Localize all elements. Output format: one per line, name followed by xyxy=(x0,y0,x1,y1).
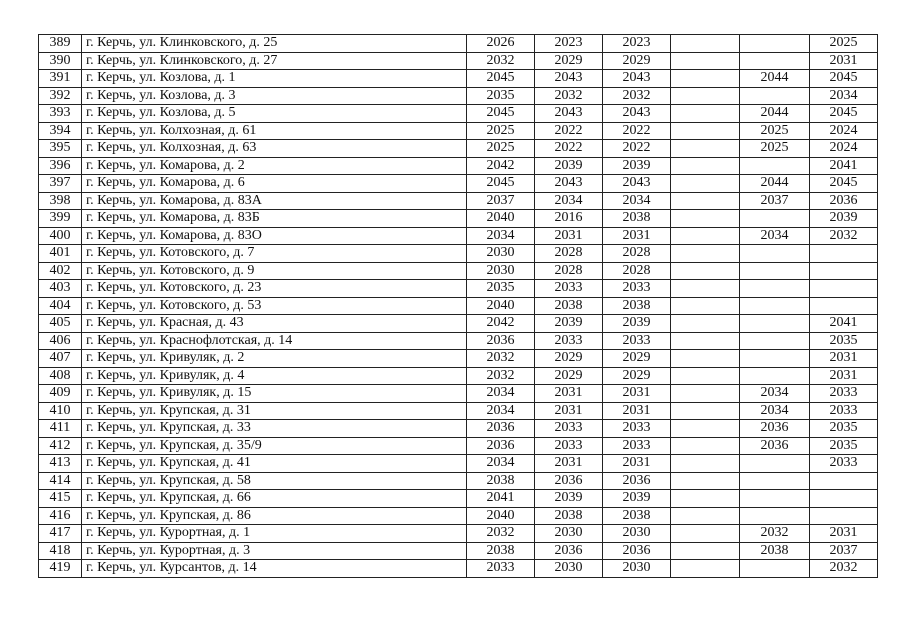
address-cell: г. Керчь, ул. Крупская, д. 41 xyxy=(82,455,467,473)
year-cell-6: 2031 xyxy=(810,52,878,70)
row-number-cell: 406 xyxy=(39,332,82,350)
table-row xyxy=(39,70,878,88)
table-row xyxy=(39,192,878,210)
year-cell-5: 2036 xyxy=(740,437,810,455)
row-number-cell: 393 xyxy=(39,105,82,123)
row-number-cell: 408 xyxy=(39,367,82,385)
year-cell-5: 2038 xyxy=(740,542,810,560)
table-row xyxy=(39,542,878,560)
year-cell-4 xyxy=(671,367,740,385)
year-cell-2: 2043 xyxy=(535,70,603,88)
address-cell: г. Керчь, ул. Комарова, д. 83А xyxy=(82,192,467,210)
year-cell-4 xyxy=(671,402,740,420)
year-cell-3: 2038 xyxy=(603,297,671,315)
year-cell-6 xyxy=(810,262,878,280)
row-number-cell: 391 xyxy=(39,70,82,88)
year-cell-3: 2043 xyxy=(603,70,671,88)
table-row xyxy=(39,122,878,140)
year-cell-6: 2033 xyxy=(810,402,878,420)
year-cell-4 xyxy=(671,420,740,438)
row-number-cell: 396 xyxy=(39,157,82,175)
address-cell: г. Керчь, ул. Кривуляк, д. 2 xyxy=(82,350,467,368)
year-cell-1: 2032 xyxy=(467,525,535,543)
year-cell-3: 2022 xyxy=(603,140,671,158)
table-row xyxy=(39,245,878,263)
table-row xyxy=(39,507,878,525)
year-cell-2: 2022 xyxy=(535,140,603,158)
year-cell-1: 2032 xyxy=(467,52,535,70)
year-cell-1: 2035 xyxy=(467,87,535,105)
year-cell-3: 2029 xyxy=(603,367,671,385)
row-number-cell: 389 xyxy=(39,35,82,53)
table-row xyxy=(39,560,878,578)
year-cell-3: 2031 xyxy=(603,455,671,473)
table-row xyxy=(39,105,878,123)
address-cell: г. Керчь, ул. Кривуляк, д. 15 xyxy=(82,385,467,403)
year-cell-1: 2034 xyxy=(467,385,535,403)
year-cell-5 xyxy=(740,560,810,578)
year-cell-5 xyxy=(740,35,810,53)
year-cell-4 xyxy=(671,87,740,105)
year-cell-3: 2029 xyxy=(603,52,671,70)
year-cell-2: 2030 xyxy=(535,560,603,578)
year-cell-5 xyxy=(740,157,810,175)
address-cell: г. Керчь, ул. Крупская, д. 35/9 xyxy=(82,437,467,455)
year-cell-2: 2031 xyxy=(535,402,603,420)
year-cell-6: 2035 xyxy=(810,332,878,350)
address-cell: г. Керчь, ул. Комарова, д. 83О xyxy=(82,227,467,245)
year-cell-6: 2032 xyxy=(810,560,878,578)
year-cell-2: 2033 xyxy=(535,437,603,455)
year-cell-3: 2030 xyxy=(603,525,671,543)
address-cell: г. Керчь, ул. Колхозная, д. 63 xyxy=(82,140,467,158)
year-cell-2: 2031 xyxy=(535,227,603,245)
year-cell-2: 2038 xyxy=(535,507,603,525)
year-cell-1: 2037 xyxy=(467,192,535,210)
row-number-cell: 394 xyxy=(39,122,82,140)
year-cell-4 xyxy=(671,455,740,473)
table-row xyxy=(39,402,878,420)
row-number-cell: 400 xyxy=(39,227,82,245)
address-cell: г. Керчь, ул. Комарова, д. 83Б xyxy=(82,210,467,228)
year-cell-5 xyxy=(740,52,810,70)
year-cell-2: 2043 xyxy=(535,105,603,123)
year-cell-5: 2032 xyxy=(740,525,810,543)
year-cell-3: 2023 xyxy=(603,35,671,53)
year-cell-5 xyxy=(740,472,810,490)
year-cell-4 xyxy=(671,385,740,403)
year-cell-5 xyxy=(740,245,810,263)
year-cell-6: 2045 xyxy=(810,105,878,123)
address-cell: г. Керчь, ул. Котовского, д. 7 xyxy=(82,245,467,263)
year-cell-6: 2045 xyxy=(810,175,878,193)
table-row xyxy=(39,35,878,53)
year-cell-1: 2033 xyxy=(467,560,535,578)
year-cell-4 xyxy=(671,157,740,175)
year-cell-2: 2028 xyxy=(535,262,603,280)
table-row xyxy=(39,210,878,228)
table-row xyxy=(39,280,878,298)
year-cell-4 xyxy=(671,122,740,140)
year-cell-6: 2034 xyxy=(810,87,878,105)
table-row xyxy=(39,87,878,105)
row-number-cell: 399 xyxy=(39,210,82,228)
year-cell-3: 2039 xyxy=(603,157,671,175)
year-cell-2: 2022 xyxy=(535,122,603,140)
year-cell-4 xyxy=(671,315,740,333)
year-cell-4 xyxy=(671,70,740,88)
year-cell-5: 2044 xyxy=(740,70,810,88)
year-cell-3: 2033 xyxy=(603,437,671,455)
year-cell-2: 2028 xyxy=(535,245,603,263)
address-cell: г. Керчь, ул. Курсантов, д. 14 xyxy=(82,560,467,578)
year-cell-1: 2040 xyxy=(467,507,535,525)
row-number-cell: 401 xyxy=(39,245,82,263)
year-cell-2: 2039 xyxy=(535,157,603,175)
year-cell-4 xyxy=(671,35,740,53)
year-cell-6: 2041 xyxy=(810,315,878,333)
year-cell-2: 2023 xyxy=(535,35,603,53)
year-cell-1: 2034 xyxy=(467,455,535,473)
year-cell-1: 2032 xyxy=(467,367,535,385)
year-cell-4 xyxy=(671,210,740,228)
table-body xyxy=(39,35,878,578)
year-cell-2: 2043 xyxy=(535,175,603,193)
year-cell-1: 2042 xyxy=(467,315,535,333)
year-cell-2: 2033 xyxy=(535,280,603,298)
year-cell-5: 2044 xyxy=(740,105,810,123)
row-number-cell: 390 xyxy=(39,52,82,70)
year-cell-6 xyxy=(810,297,878,315)
row-number-cell: 412 xyxy=(39,437,82,455)
year-cell-1: 2040 xyxy=(467,297,535,315)
year-cell-1: 2036 xyxy=(467,420,535,438)
year-cell-4 xyxy=(671,490,740,508)
year-cell-6: 2024 xyxy=(810,122,878,140)
year-cell-3: 2032 xyxy=(603,87,671,105)
year-cell-2: 2016 xyxy=(535,210,603,228)
year-cell-4 xyxy=(671,192,740,210)
row-number-cell: 414 xyxy=(39,472,82,490)
year-cell-2: 2039 xyxy=(535,315,603,333)
year-cell-1: 2032 xyxy=(467,350,535,368)
year-cell-5: 2034 xyxy=(740,227,810,245)
year-cell-2: 2030 xyxy=(535,525,603,543)
year-cell-6: 2035 xyxy=(810,420,878,438)
table-row xyxy=(39,332,878,350)
address-cell: г. Керчь, ул. Крупская, д. 31 xyxy=(82,402,467,420)
year-cell-5: 2025 xyxy=(740,140,810,158)
year-cell-2: 2033 xyxy=(535,332,603,350)
address-cell: г. Керчь, ул. Комарова, д. 2 xyxy=(82,157,467,175)
year-cell-1: 2036 xyxy=(467,332,535,350)
row-number-cell: 415 xyxy=(39,490,82,508)
year-cell-6: 2039 xyxy=(810,210,878,228)
year-cell-4 xyxy=(671,140,740,158)
row-number-cell: 404 xyxy=(39,297,82,315)
row-number-cell: 407 xyxy=(39,350,82,368)
year-cell-3: 2038 xyxy=(603,210,671,228)
table-row xyxy=(39,315,878,333)
year-cell-5 xyxy=(740,332,810,350)
year-cell-3: 2036 xyxy=(603,542,671,560)
year-cell-3: 2033 xyxy=(603,332,671,350)
table-row xyxy=(39,525,878,543)
year-cell-3: 2028 xyxy=(603,245,671,263)
year-cell-5 xyxy=(740,210,810,228)
address-cell: г. Керчь, ул. Клинковского, д. 27 xyxy=(82,52,467,70)
year-cell-1: 2038 xyxy=(467,472,535,490)
year-cell-4 xyxy=(671,560,740,578)
year-cell-2: 2031 xyxy=(535,455,603,473)
year-cell-5: 2034 xyxy=(740,402,810,420)
year-cell-6 xyxy=(810,280,878,298)
row-number-cell: 411 xyxy=(39,420,82,438)
year-cell-4 xyxy=(671,175,740,193)
row-number-cell: 405 xyxy=(39,315,82,333)
housing-schedule-table xyxy=(38,34,878,578)
year-cell-1: 2041 xyxy=(467,490,535,508)
table-row xyxy=(39,227,878,245)
year-cell-4 xyxy=(671,507,740,525)
year-cell-4 xyxy=(671,52,740,70)
year-cell-6: 2033 xyxy=(810,455,878,473)
row-number-cell: 395 xyxy=(39,140,82,158)
year-cell-6: 2037 xyxy=(810,542,878,560)
year-cell-5 xyxy=(740,367,810,385)
year-cell-2: 2039 xyxy=(535,490,603,508)
year-cell-2: 2029 xyxy=(535,350,603,368)
address-cell: г. Керчь, ул. Клинковского, д. 25 xyxy=(82,35,467,53)
year-cell-1: 2025 xyxy=(467,140,535,158)
year-cell-6: 2032 xyxy=(810,227,878,245)
address-cell: г. Керчь, ул. Крупская, д. 33 xyxy=(82,420,467,438)
table-row xyxy=(39,420,878,438)
year-cell-4 xyxy=(671,332,740,350)
year-cell-1: 2025 xyxy=(467,122,535,140)
row-number-cell: 410 xyxy=(39,402,82,420)
year-cell-6 xyxy=(810,245,878,263)
year-cell-1: 2045 xyxy=(467,105,535,123)
year-cell-3: 2028 xyxy=(603,262,671,280)
year-cell-4 xyxy=(671,280,740,298)
year-cell-6: 2036 xyxy=(810,192,878,210)
year-cell-5: 2034 xyxy=(740,385,810,403)
table-row xyxy=(39,472,878,490)
year-cell-3: 2043 xyxy=(603,105,671,123)
year-cell-3: 2039 xyxy=(603,315,671,333)
table-row xyxy=(39,297,878,315)
row-number-cell: 402 xyxy=(39,262,82,280)
table-row xyxy=(39,490,878,508)
year-cell-1: 2045 xyxy=(467,70,535,88)
address-cell: г. Керчь, ул. Крупская, д. 58 xyxy=(82,472,467,490)
year-cell-5 xyxy=(740,350,810,368)
year-cell-4 xyxy=(671,542,740,560)
year-cell-3: 2038 xyxy=(603,507,671,525)
year-cell-6: 2041 xyxy=(810,157,878,175)
table-row xyxy=(39,437,878,455)
table-row xyxy=(39,175,878,193)
year-cell-3: 2030 xyxy=(603,560,671,578)
year-cell-5 xyxy=(740,297,810,315)
year-cell-5 xyxy=(740,280,810,298)
year-cell-1: 2040 xyxy=(467,210,535,228)
row-number-cell: 409 xyxy=(39,385,82,403)
row-number-cell: 398 xyxy=(39,192,82,210)
year-cell-3: 2031 xyxy=(603,227,671,245)
year-cell-6: 2031 xyxy=(810,350,878,368)
address-cell: г. Керчь, ул. Козлова, д. 1 xyxy=(82,70,467,88)
table-row xyxy=(39,385,878,403)
year-cell-6: 2035 xyxy=(810,437,878,455)
year-cell-3: 2034 xyxy=(603,192,671,210)
year-cell-2: 2036 xyxy=(535,542,603,560)
address-cell: г. Керчь, ул. Курортная, д. 1 xyxy=(82,525,467,543)
table-row xyxy=(39,350,878,368)
table-row xyxy=(39,455,878,473)
year-cell-1: 2030 xyxy=(467,262,535,280)
address-cell: г. Керчь, ул. Крупская, д. 86 xyxy=(82,507,467,525)
year-cell-6 xyxy=(810,507,878,525)
address-cell: г. Керчь, ул. Крупская, д. 66 xyxy=(82,490,467,508)
year-cell-1: 2035 xyxy=(467,280,535,298)
table-row xyxy=(39,52,878,70)
row-number-cell: 416 xyxy=(39,507,82,525)
year-cell-5 xyxy=(740,87,810,105)
year-cell-4 xyxy=(671,227,740,245)
address-cell: г. Керчь, ул. Курортная, д. 3 xyxy=(82,542,467,560)
row-number-cell: 403 xyxy=(39,280,82,298)
year-cell-4 xyxy=(671,350,740,368)
year-cell-1: 2042 xyxy=(467,157,535,175)
year-cell-1: 2026 xyxy=(467,35,535,53)
year-cell-1: 2038 xyxy=(467,542,535,560)
year-cell-4 xyxy=(671,262,740,280)
year-cell-5 xyxy=(740,315,810,333)
year-cell-6: 2031 xyxy=(810,525,878,543)
address-cell: г. Керчь, ул. Козлова, д. 5 xyxy=(82,105,467,123)
year-cell-4 xyxy=(671,525,740,543)
row-number-cell: 418 xyxy=(39,542,82,560)
table-row xyxy=(39,140,878,158)
year-cell-4 xyxy=(671,437,740,455)
year-cell-3: 2033 xyxy=(603,420,671,438)
year-cell-3: 2039 xyxy=(603,490,671,508)
year-cell-4 xyxy=(671,245,740,263)
year-cell-1: 2045 xyxy=(467,175,535,193)
year-cell-6: 2025 xyxy=(810,35,878,53)
year-cell-3: 2022 xyxy=(603,122,671,140)
year-cell-5 xyxy=(740,455,810,473)
year-cell-3: 2031 xyxy=(603,402,671,420)
year-cell-1: 2034 xyxy=(467,402,535,420)
address-cell: г. Керчь, ул. Колхозная, д. 61 xyxy=(82,122,467,140)
year-cell-5 xyxy=(740,490,810,508)
year-cell-4 xyxy=(671,297,740,315)
address-cell: г. Керчь, ул. Кривуляк, д. 4 xyxy=(82,367,467,385)
year-cell-2: 2034 xyxy=(535,192,603,210)
year-cell-5 xyxy=(740,262,810,280)
year-cell-5: 2037 xyxy=(740,192,810,210)
address-cell: г. Керчь, ул. Котовского, д. 9 xyxy=(82,262,467,280)
year-cell-2: 2029 xyxy=(535,367,603,385)
year-cell-4 xyxy=(671,472,740,490)
table-row xyxy=(39,367,878,385)
year-cell-6: 2031 xyxy=(810,367,878,385)
year-cell-3: 2036 xyxy=(603,472,671,490)
year-cell-1: 2034 xyxy=(467,227,535,245)
address-cell: г. Керчь, ул. Красная, д. 43 xyxy=(82,315,467,333)
address-cell: г. Керчь, ул. Котовского, д. 23 xyxy=(82,280,467,298)
year-cell-3: 2031 xyxy=(603,385,671,403)
row-number-cell: 417 xyxy=(39,525,82,543)
row-number-cell: 392 xyxy=(39,87,82,105)
year-cell-3: 2033 xyxy=(603,280,671,298)
year-cell-4 xyxy=(671,105,740,123)
year-cell-6: 2033 xyxy=(810,385,878,403)
row-number-cell: 413 xyxy=(39,455,82,473)
year-cell-1: 2036 xyxy=(467,437,535,455)
year-cell-1: 2030 xyxy=(467,245,535,263)
year-cell-5: 2025 xyxy=(740,122,810,140)
year-cell-5: 2044 xyxy=(740,175,810,193)
year-cell-6 xyxy=(810,490,878,508)
year-cell-6: 2045 xyxy=(810,70,878,88)
row-number-cell: 397 xyxy=(39,175,82,193)
year-cell-2: 2031 xyxy=(535,385,603,403)
year-cell-6 xyxy=(810,472,878,490)
year-cell-2: 2038 xyxy=(535,297,603,315)
year-cell-2: 2036 xyxy=(535,472,603,490)
year-cell-6: 2024 xyxy=(810,140,878,158)
year-cell-2: 2032 xyxy=(535,87,603,105)
year-cell-5 xyxy=(740,507,810,525)
table-row xyxy=(39,157,878,175)
year-cell-3: 2043 xyxy=(603,175,671,193)
address-cell: г. Керчь, ул. Козлова, д. 3 xyxy=(82,87,467,105)
year-cell-2: 2033 xyxy=(535,420,603,438)
address-cell: г. Керчь, ул. Комарова, д. 6 xyxy=(82,175,467,193)
table-row xyxy=(39,262,878,280)
year-cell-3: 2029 xyxy=(603,350,671,368)
year-cell-2: 2029 xyxy=(535,52,603,70)
year-cell-5: 2036 xyxy=(740,420,810,438)
address-cell: г. Керчь, ул. Краснофлотская, д. 14 xyxy=(82,332,467,350)
address-cell: г. Керчь, ул. Котовского, д. 53 xyxy=(82,297,467,315)
row-number-cell: 419 xyxy=(39,560,82,578)
